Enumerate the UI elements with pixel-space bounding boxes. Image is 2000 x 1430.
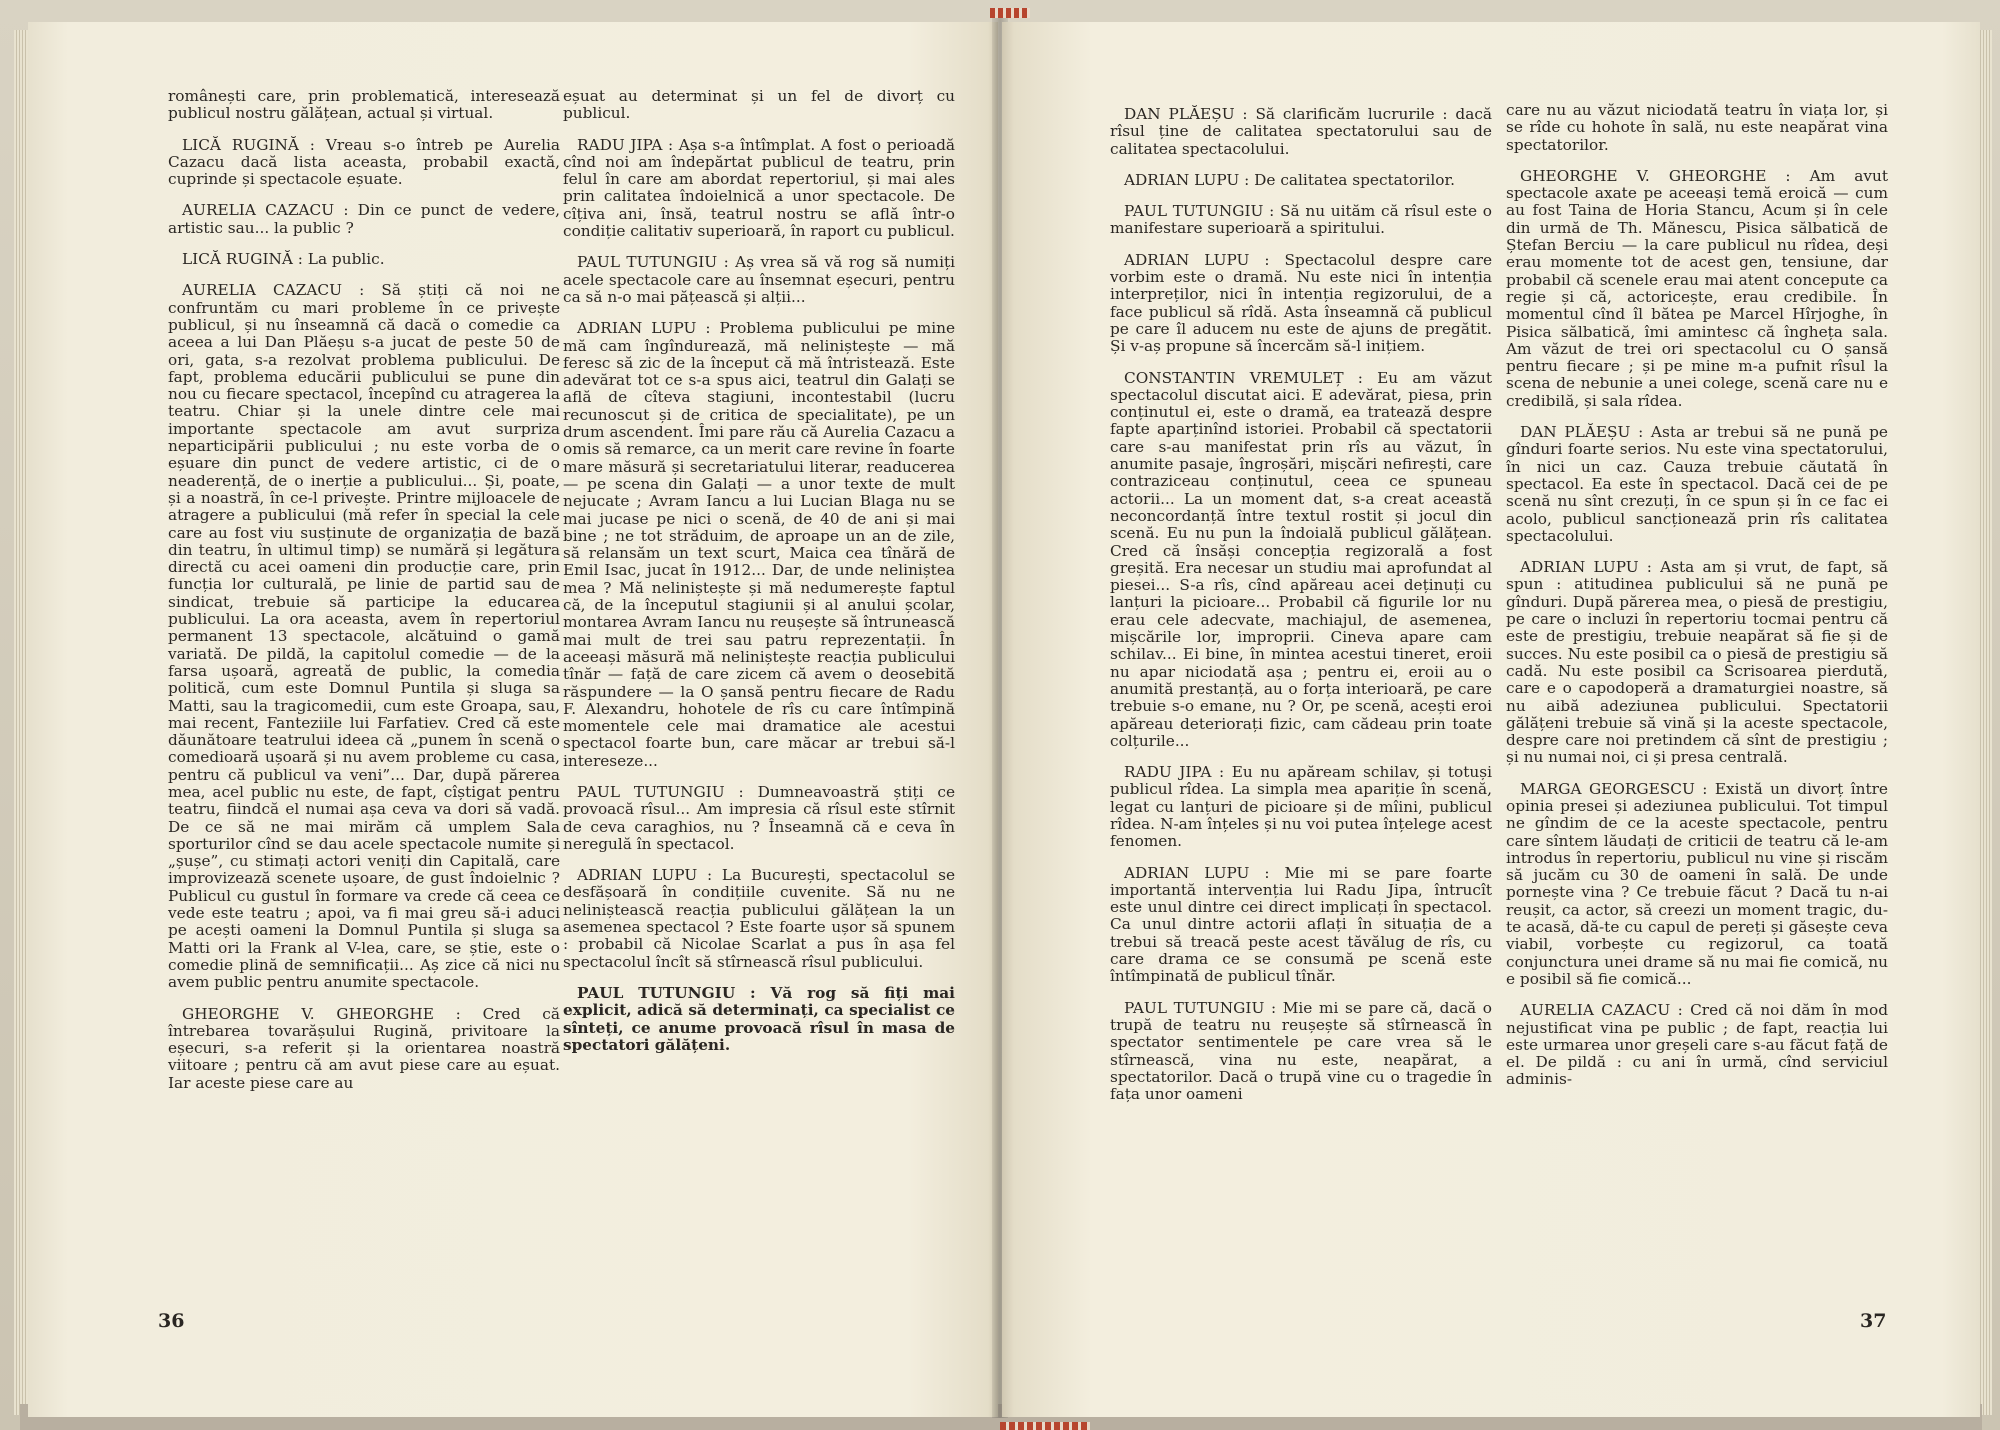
paragraph: eșuat au determinat și un fel de divorț cu publicul. xyxy=(563,87,955,123)
left-column-2 xyxy=(563,88,955,1054)
paragraph: AURELIA CAZACU : Să știți că noi ne confruntăm cu mari probleme în ce privește publicul, și nu înseamnă că dacă o comedie ca aceea a lui Dan Plăeșu s-a jucat de peste 50 de ori, gata, s-a rezolvat problema publicului. De fapt, problema educării publicului se pune din nou cu fiecare spectacol, începînd cu atragerea la teatru. Chiar și la unele dintre cele mai importante spectacole am avut surpriza neparticipării publicului ; nu este vorba de o eșuare din punct de vedere artistic, ci de o neaderență, de o inerție a publicului... Și, poate, și a noastră, în ce-l privește. Printre mijloacele de atragere a publicului (mă refer în special la cele care au fost viu susținute de organizația de bază din teatru, în ultimul timp) se numără și legătura directă cu acei oameni din producție care, prin funcția lor culturală, pe linie de partid sau de sindicat, trebuie să participe la educarea publicului. La ora aceasta, avem în repertoriul permanent 13 spectacole, alcătuind o gamă variată. De pildă, la capitolul comedie — de la farsa ușoară, agreată de public, la comedia politică, cum este Domnul Puntila și sluga sa Matti, sau la tragicomedii, cum este Groapa, sau, mai recent, Fanteziile lui Farfatiev. Cred că este dăunătoare teatrului ideea că „punem în scenă o comedioară ușoară și nu avem probleme cu casa, pentru că publicul va veni”... Dar, după părerea mea, acel public nu este, de fapt, cîștigat pentru teatru, fiindcă el numai așa ceva va dori să vadă. De ce să ne mai mirăm că umplem Sala sporturilor cînd se dau acele spectacole numite și „șușe”, cu stimați actori veniți din Capitală, care improvizează scenete ușoare, de gust îndoielnic ? Publicul cu gustul în formare va crede că ceea ce vede este teatru ; apoi, va fi mai greu să-i aduci pe acești oameni la Domnul Puntila și sluga sa Matti ori la Frank al V-lea, care, se știe, este o comedie plină de semnificații... Aș zice că nici nu avem public pentru anumite spectacole. xyxy=(168,281,560,992)
paragraph: LICĂ RUGINĂ : Vreau s-o întreb pe Aurelia Cazacu dacă lista aceasta, probabil exactă, cuprinde și spectacole eșuate. xyxy=(168,135,560,189)
paragraph: ADRIAN LUPU : De calitatea spectatorilor. xyxy=(1124,170,1455,189)
paragraph: ADRIAN LUPU : La București, spectacolul se desfășoară în condițiile cuvenite. Să nu ne neliniștească reacția publicului gălățean la un asemenea spectacol ? Este foarte ușor să spunem : probabil că Nicolae Scarlat a pus în așa fel spectacolul încît să stîrnească rîsul publicului. xyxy=(563,866,955,971)
page-number: 36 xyxy=(158,1310,185,1332)
paragraph: DAN PLĂEȘU : Asta ar trebui să ne pună pe gînduri foarte serios. Nu este vina spectatorului, în nici un caz. Cauza trebuie căutată în spectacol. Ea este în spectacol. Dacă cei de pe scenă nu sînt crezuți, în ce spun și în ce fac ei acolo, publicul sancționează prin rîs calitatea spectacolului. xyxy=(1506,423,1888,545)
paragraph: LICĂ RUGINĂ : La public. xyxy=(182,250,385,269)
paragraph: AURELIA CAZACU : Cred că noi dăm în mod nejustificat vina pe public ; de fapt, reacția lui este urmarea unor greșeli care s-au făcut față de el. De pildă : cu ani în urmă, cînd serviciul adminis- xyxy=(1506,1001,1888,1089)
paragraph: PAUL TUTUNGIU : Dumneavoastră știți ce provoacă rîsul... Am impresia că rîsul este stîrnit de ceva caraghios, nu ? Înseamnă că e ceva în neregulă în spectacol. xyxy=(563,782,955,853)
paragraph: ADRIAN LUPU : Problema publicului pe mine mă cam îngîndurează, mă neliniștește — mă feresc să zic de la început că mă întristează. Este adevărat tot ce s-a spus aici, teatrul din Galați se află de cîteva stagiuni, incontestabil (lucru recunoscut și de critica de specialitate), pe un drum ascendent. Îmi pare rău că Aurelia Cazacu a omis să remarce, ca un merit care revine în foarte mare măsură și secretariatului literar, readucerea — pe scena din Galați — a unor texte de mult nejucate ; Avram Iancu a lui Lucian Blaga nu se mai jucase pe nici o scenă, de 40 de ani și mai bine ; ne tot străduim, de aproape un an de zile, să relansăm un text scurt, Maica cea tînără de Emil Isac, jucat în 1912... Dar, de unde neliniștea mea ? Mă neliniștește și mă nedumerește faptul că, de la începutul stagiunii și al anului școlar, montarea Avram Iancu nu reușește să întrunească mai mult de trei sau patru reprezentații. În aceeași măsură mă neliniștește reacția publicului tînăr — față de care zicem că avem o deosebită răspundere — la O șansă pentru fiecare de Radu F. Alexandru, hohotele de rîs cu care întîmpină momentele cele mai dramatice ale acestui spectacol foarte bun, care măcar ar trebui să-l intereseze... xyxy=(563,319,955,770)
headband xyxy=(1000,1422,1090,1430)
paragraph: DAN PLĂEȘU : Să clarificăm lucrurile : dacă rîsul ține de calitatea spectatorului sau de calitatea spectacolului. xyxy=(1110,105,1492,158)
page-edges-left xyxy=(14,30,28,1415)
right-column-1 xyxy=(1110,106,1492,1103)
paragraph: PAUL TUTUNGIU : Să nu uităm că rîsul este o manifestare superioară a spiritului. xyxy=(1110,202,1492,238)
page-number: 37 xyxy=(1860,1310,1887,1332)
left-page xyxy=(28,22,998,1417)
paragraph: RADU JIPA : Așa s-a întîmplat. A fost o perioadă cînd noi am îndepărtat publicul de teatru, prin felul în care am abordat repertoriul, și mai ales prin calitatea îndoielnică a unor spectacole. De cîțiva ani, însă, teatrul nostru se află într-o condiție calitativ superioară, în raport cu publicul. xyxy=(563,135,955,241)
paragraph: PAUL TUTUNGIU : Vă rog să fiți mai explicit, adică să determinați, ca specialist ce sînteți, ce anume provoacă rîsul în masa de spectatori gălățeni. xyxy=(563,983,955,1054)
right-column-2 xyxy=(1506,102,1888,1089)
paragraph: AURELIA CAZACU : Din ce punct de vedere, artistic sau... la public ? xyxy=(168,201,560,237)
paragraph: CONSTANTIN VREMULEȚ : Eu am văzut spectacolul discutat aici. E adevărat, piesa, prin conținutul ei, este o dramă, ea tratează despre fapte aparținînd istoriei. Probabil că spectatorii care s-au manifestat prin rîs au văzut, în anumite pasaje, îngroșări, mișcări nefirești, care contraziceau conținutul, ceea ce spuneau actorii... La un moment dat, s-a creat această neconcordanță între textul rostit și jocul din scenă. Eu nu pun la îndoială publicul gălățean. Cred că însăși concepția regizorală a fost greșită. Era necesar un studiu mai aprofundat al piesei... S-a rîs, cînd apăreau acei deținuți cu lanțuri la picioare... Probabil că figurile lor nu erau cele adecvate, machiajul, de asemenea, mișcările lor, improprii. Cineva apare cam schilav... Ei bine, în mintea acestui tineret, eroii nu apar niciodată așa ; pentru ei, eroii au o anumită prestanță, au o forța interioară, pe care trebuie s-o emane, nu ? Or, pe scenă, acești eroi apăreau deteriorați fizic, cam cădeau prin toate colțurile... xyxy=(1110,368,1492,750)
paragraph: MARGA GEORGESCU : Există un divorț între opinia presei și adeziunea publicului. Tot timpul ne gîndim de ce la aceste spectacole, pentru care sîntem lăudați de criticii de teatru că le-am introdus în repertoriu, publicul nu vine și riscăm să jucăm cu 30 de oameni în sală. De unde pornește vina ? Ce trebuie făcut ? Dacă tu n-ai reușit, ca actor, să creezi un moment tragic, du-te acasă, dă-te cu capul de pereți și găsește ceva viabil, vorbește cu regizorul, ca toată conjunctura unei drame să nu mai fie comică, nu e posibil să fie comică... xyxy=(1506,779,1888,988)
page-edges-right xyxy=(1980,30,1992,1415)
headband-top xyxy=(990,8,1030,18)
paragraph: care nu au văzut niciodată teatru în viața lor, și se rîde cu hohote în sală, nu este neapărat vina spectatorilor. xyxy=(1506,101,1888,154)
left-column-1 xyxy=(168,88,560,1092)
paragraph: PAUL TUTUNGIU : Aș vrea să vă rog să numiți acele spectacole care au însemnat eșecuri, pentru ca să n-o mai pățească și alții... xyxy=(563,253,955,306)
paragraph: ADRIAN LUPU : Asta am și vrut, de fapt, să spun : atitudinea publicului să ne pună pe gînduri. După părerea mea, o piesă de prestigiu, pe care o incluzi în repertoriu tocmai pentru că este de prestigiu, trebuie neapărat să fie și de succes. Nu este posibil ca o piesă de prestigiu să cadă. Nu este posibil ca Scrisoarea pierdută, care e o capodoperă a dramaturgiei noastre, să nu aibă adeziunea publicului. Spectatorii gălățeni trebuie să vină și la aceste spectacole, despre care noi pretindem că sînt de prestigiu ; și nu numai noi, ci și presa centrală. xyxy=(1506,558,1888,767)
paragraph: GHEORGHE V. GHEORGHE : Cred că întrebarea tovarășului Rugină, privitoare la eșecuri, s-a referit și la orientarea noastră viitoare ; pentru că am avut piese care au eșuat. Iar aceste piese care au xyxy=(168,1004,560,1092)
right-page xyxy=(1002,22,1980,1417)
paragraph: românești care, prin problematică, interesează publicul nostru gălățean, actual și virtual. xyxy=(168,87,560,123)
paragraph: ADRIAN LUPU : Spectacolul despre care vorbim este o dramă. Nu este nici în intenția interpreților, nici în intenția regizorului, de a face publicul să rîdă. Asta înseamnă că publicul pe care îl aducem nu este de ajuns de pregătit. Și v-aș propune să încercăm să-l inițiem. xyxy=(1110,250,1492,356)
paragraph: ADRIAN LUPU : Mie mi se pare foarte importantă intervenția lui Radu Jipa, întrucît este unul dintre cei direct implicați în spectacol. Ca unul dintre actorii aflați în situația de a trebui să treacă peste acest tăvălug de rîs, cu care drama ce se consumă pe scenă este întîmpinată de publicul tînăr. xyxy=(1110,863,1492,986)
paragraph: RADU JIPA : Eu nu apăream schilav, și totuși publicul rîdea. La simpla mea apariție în scenă, legat cu lanțuri de picioare și de mîini, publicul rîdea. N-am înțeles și nu voi putea înțelege acest fenomen. xyxy=(1110,763,1492,851)
paragraph: PAUL TUTUNGIU : Mie mi se pare că, dacă o trupă de teatru nu reușește să stîrnească în spectator sentimentele pe care vrea să le stîrnească, vina nu este, neapărat, a spectatorilor. Dacă o trupă vine cu o tragedie în fața unor oameni xyxy=(1110,998,1492,1104)
paragraph: GHEORGHE V. GHEORGHE : Am avut spectacole axate pe aceeași temă eroică — cum au fost Taina de Horia Stancu, Acum și în cele din urmă de Th. Mănescu, Pisica sălbatică de Ștefan Berciu — la care publicul nu rîdea, deși erau momente tot de acest gen, tensiune, dar probabil că scenele erau mai atent concepute ca regie și că, actoricește, erau credibile. În momentul cînd îl băteа pe Marcel Hîrjoghe, în Pisica sălbatică, îmi amintesc că îngheța sala. Am văzut de trei ori spectacolul cu O șansă pentru fiecare ; și pe mine m-a pufnit rîsul la scena de nebunie a unei colege, scenă care nu e credibilă, și sala rîdea. xyxy=(1506,166,1888,410)
